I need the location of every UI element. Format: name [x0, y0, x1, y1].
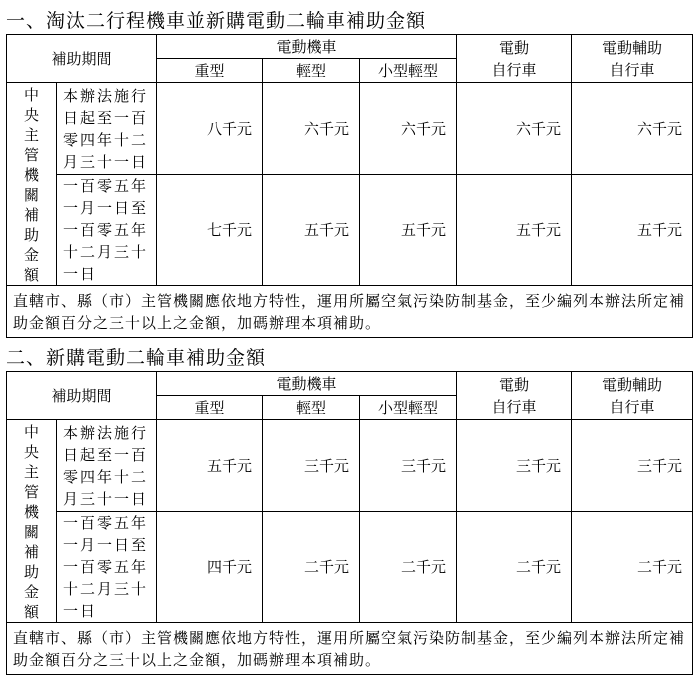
amount-light: 三千元 — [263, 420, 360, 512]
header-period: 補助期間 — [7, 35, 157, 83]
header-electric-motorcycle: 電動機車 — [157, 372, 457, 396]
authority-char: 機 — [23, 503, 39, 521]
header-electric-motorcycle: 電動機車 — [157, 35, 457, 59]
header-line: 電動 — [499, 375, 530, 394]
authority-char: 補 — [23, 206, 39, 224]
amount-electric-bicycle: 五千元 — [457, 175, 572, 286]
authority-char: 補 — [23, 543, 39, 561]
section-title: 一、淘汰二行程機車並新購電動二輪車補助金額 — [6, 10, 427, 32]
header-assisted-bicycle — [572, 35, 693, 83]
header-small-light: 小型輕型 — [360, 396, 457, 420]
authority-char: 金 — [23, 583, 39, 601]
header-electric-bicycle — [457, 35, 572, 83]
amount-assisted-bicycle: 三千元 — [572, 420, 693, 512]
amount-heavy: 七千元 — [157, 175, 263, 286]
period-cell: 一百零五年一月一日至一百零五年十二月三十一日 — [57, 512, 157, 623]
period-cell: 本辦法施行日起至一百零四年十二月三十一日 — [57, 83, 157, 175]
header-small-light: 小型輕型 — [360, 59, 457, 83]
header-period: 補助期間 — [7, 372, 157, 420]
authority-text — [7, 422, 56, 622]
authority-char: 央 — [23, 106, 39, 124]
amount-heavy: 四千元 — [157, 512, 263, 623]
authority-text — [7, 85, 56, 285]
amount-small-light: 五千元 — [360, 175, 457, 286]
header-line: 自行車 — [491, 60, 537, 79]
authority-char: 助 — [23, 226, 39, 244]
amount-electric-bicycle: 三千元 — [457, 420, 572, 512]
header-line: 自行車 — [491, 397, 537, 416]
subsidy-table — [6, 34, 693, 338]
header-line: 電動輔助 — [602, 38, 663, 57]
header-light: 輕型 — [263, 396, 360, 420]
authority-char: 機 — [23, 166, 39, 184]
amount-assisted-bicycle: 六千元 — [572, 83, 693, 175]
amount-assisted-bicycle: 二千元 — [572, 512, 693, 623]
table-note: 直轄市、縣（市）主管機關應依地方特性，運用所屬空氣污染防制基金，至少編列本辦法所定補助金額百分之三十以上之金額，加碼辦理本項補助。 — [7, 623, 693, 675]
amount-small-light: 三千元 — [360, 420, 457, 512]
amount-heavy: 五千元 — [157, 420, 263, 512]
authority-char: 助 — [23, 563, 39, 581]
period-cell: 本辦法施行日起至一百零四年十二月三十一日 — [57, 420, 157, 512]
period-cell: 一百零五年一月一日至一百零五年十二月三十一日 — [57, 175, 157, 286]
authority-char: 額 — [23, 266, 39, 284]
header-electric-bicycle — [457, 372, 572, 420]
authority-label — [7, 420, 57, 623]
authority-char: 中 — [23, 423, 39, 441]
header-line: 自行車 — [609, 60, 655, 79]
header-line: 自行車 — [609, 397, 655, 416]
header-line: 電動輔助 — [602, 375, 663, 394]
amount-light: 六千元 — [263, 83, 360, 175]
amount-light: 二千元 — [263, 512, 360, 623]
header-line: 電動 — [499, 38, 530, 57]
authority-char: 管 — [23, 146, 39, 164]
subsidy-table — [6, 371, 693, 675]
table-row — [7, 512, 693, 623]
authority-char: 主 — [23, 463, 39, 481]
authority-char: 主 — [23, 126, 39, 144]
amount-small-light: 二千元 — [360, 512, 457, 623]
section-title: 二、新購電動二輪車補助金額 — [6, 347, 267, 369]
authority-char: 關 — [23, 523, 39, 541]
header-heavy: 重型 — [157, 396, 263, 420]
amount-assisted-bicycle: 五千元 — [572, 175, 693, 286]
table-row — [7, 420, 693, 512]
header-light: 輕型 — [263, 59, 360, 83]
authority-char: 央 — [23, 443, 39, 461]
authority-char: 金 — [23, 246, 39, 264]
table-note: 直轄市、縣（市）主管機關應依地方特性，運用所屬空氣污染防制基金，至少編列本辦法所定補助金額百分之三十以上之金額，加碼辦理本項補助。 — [7, 286, 693, 338]
header-assisted-bicycle — [572, 372, 693, 420]
amount-electric-bicycle: 六千元 — [457, 83, 572, 175]
amount-electric-bicycle: 二千元 — [457, 512, 572, 623]
table-row — [7, 83, 693, 175]
authority-char: 管 — [23, 483, 39, 501]
amount-heavy: 八千元 — [157, 83, 263, 175]
table-row — [7, 175, 693, 286]
amount-small-light: 六千元 — [360, 83, 457, 175]
authority-char: 額 — [23, 603, 39, 621]
amount-light: 五千元 — [263, 175, 360, 286]
authority-char: 關 — [23, 186, 39, 204]
header-heavy: 重型 — [157, 59, 263, 83]
authority-char: 中 — [23, 86, 39, 104]
authority-label — [7, 83, 57, 286]
